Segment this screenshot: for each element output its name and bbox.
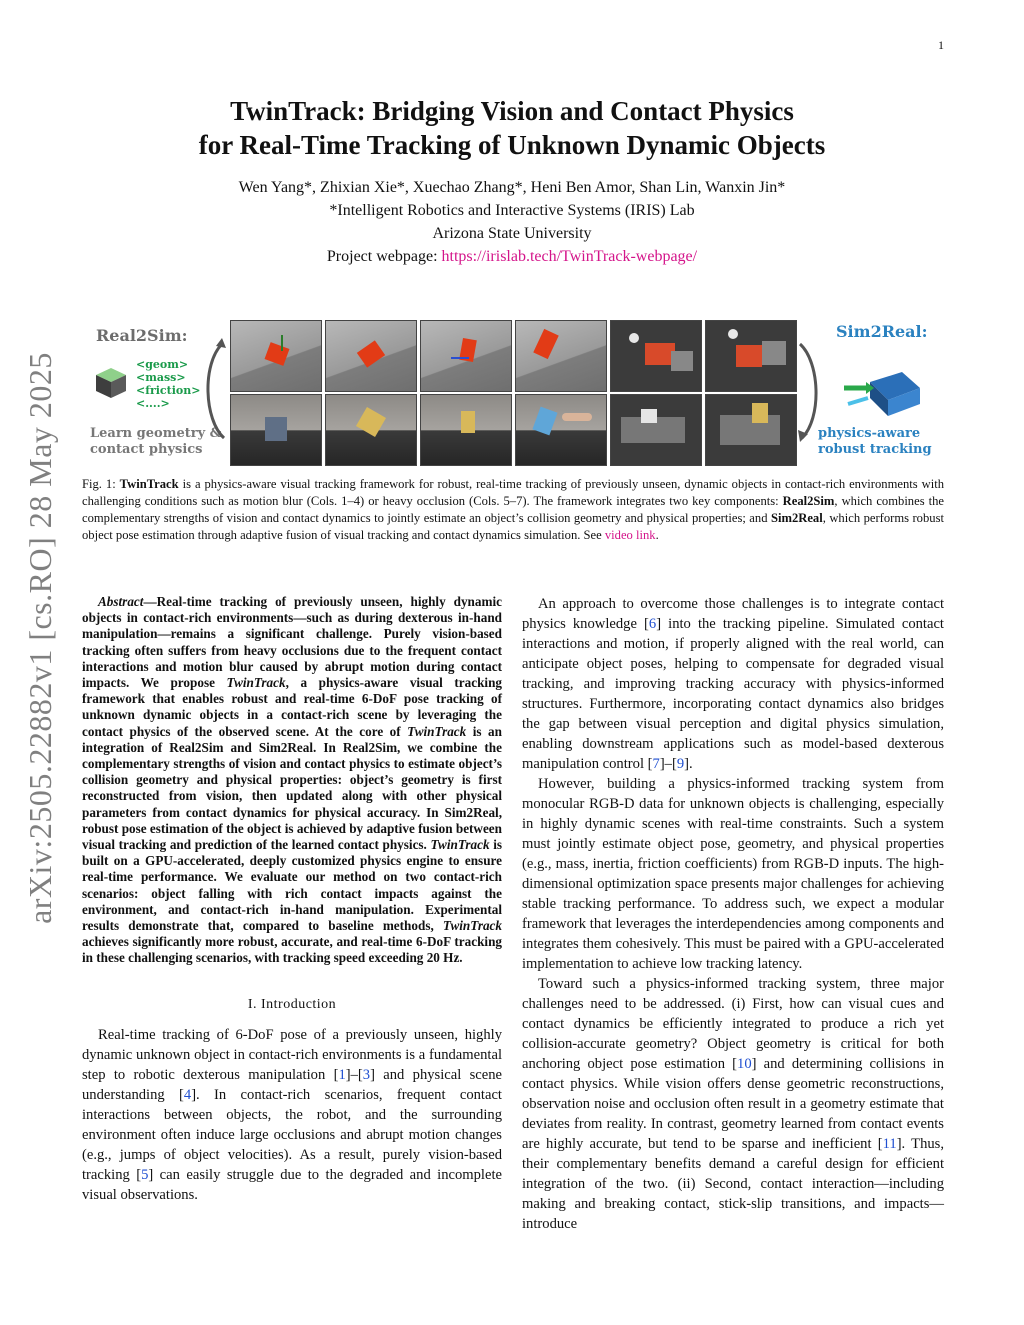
citation-11[interactable]: 11 [882, 1136, 897, 1152]
author-names: Wen Yang*, Zhixian Xie*, Xuechao Zhang*, Heni Ben Amor, Shan Lin, Wanxin Jin* [238, 179, 786, 196]
author-block [120, 176, 904, 268]
lab-affiliation: *Intelligent Robotics and Interactive Systems (IRIS) Lab [329, 202, 695, 219]
right-column [522, 594, 944, 1234]
webpage-line [120, 245, 904, 268]
figure-caption [82, 476, 944, 544]
abstract-s1: —Real-time tracking of previously unseen, highly dynamic objects in contact-rich environments—such as during dexterous in-hand manipulation—remains a significant challenge. Purely vision-based tracking often suffers from heavy occlusions due to the frequent contact interactions and motion blur caused by abrupt motion during contact impacts. We propose [82, 594, 502, 691]
right-p3b: ] and determining collisions in contact physics. While vision offers dense geometric reconstructions, observation noise and occlusion often result in a geometry estimate that deviates from reality. In contrast, geometry learned from contact events are highly accurate, but tend to be sparse and inefficient [ [522, 1056, 945, 1152]
caption-name: TwinTrack [119, 477, 179, 491]
right-p1d: ]. [684, 756, 693, 772]
learn-line-2: contact physics [90, 442, 203, 457]
title-line-1: TwinTrack: Bridging Vision and Contact Physics [230, 96, 794, 126]
citation-6[interactable]: 6 [648, 616, 657, 632]
caption-sim2real: Sim2Real [770, 511, 823, 525]
citation-9[interactable]: 9 [676, 756, 685, 772]
page-number: 1 [938, 38, 944, 52]
paper-title [120, 94, 904, 162]
citation-10[interactable]: 10 [737, 1056, 752, 1072]
abstract-i3: TwinTrack [430, 837, 490, 853]
citation-3[interactable]: 3 [362, 1066, 371, 1083]
caption-text-3: , which performs robust object pose estimation through adaptive fusion of visual tracking and contact dynamics simulation. See [82, 511, 944, 542]
citation-7[interactable]: 7 [652, 756, 660, 772]
tag-friction: <friction> [136, 384, 201, 397]
right-p1b: ] into the tracking pipeline. Simulated contact interactions and motion, if properly aligned with the real world, can anticipate object poses, helping to compensate for degraded visual tracking, and improving tracking accuracy with physics-informed structures. Furthermore, incorporating contact dynamics also bridges the gap between visual perception and digital physics simulation, enabling downstream applications such as model-based dexterous manipulation control [ [522, 616, 944, 772]
right-p3a: Toward such a physics-informed tracking system, three major challenges need to be addressed. (i) First, how can visual cues and contact dynamics be efficiently integrated to produce a rich yet collision-accurate geometry? Object geometry is critical for both anchoring object pose estimation [ [522, 976, 944, 1072]
tag-more: <....> [136, 397, 170, 410]
intro-p1e: ] can easily struggle due to the degraded and incomplete visual observations. [82, 1166, 502, 1203]
abstract-s5: achieves significantly more robust, accurate, and real-time 6-DoF tracking in these challenging scenarios, with tracking speed exceeding 20 Hz. [82, 934, 502, 966]
learn-line-1: Learn geometry & [90, 426, 222, 441]
right-paragraph-1 [522, 594, 944, 774]
caption-text-1: is a physics-aware visual tracking framework for robust, real-time tracking of previously unseen, dynamic objects in contact-rich environments with challenging conditions such as motion blur (Cols. 1–4) or heavy occlusion (Cols. 5–7). The framework integrates two key components: [82, 477, 944, 508]
abstract [82, 594, 502, 967]
right-p3c: ]. Thus, their complementary benefits demand a careful design for efficient integration of the two. (ii) Second, contact interaction—including making and breaking contact, stick-slip transitions, and impacts—introduce [522, 1136, 944, 1232]
robust-tracking-label [818, 426, 932, 458]
intro-p1c: ] and physical scene understanding [ [82, 1066, 503, 1103]
figure-1 [84, 314, 944, 464]
real-frame-1 [230, 394, 322, 466]
real-frame-3 [420, 394, 512, 466]
intro-paragraph-1 [82, 1025, 502, 1205]
intro-p1d: ]. In contact-rich scenarios, frequent contact interactions between objects, the robot, and the surrounding environment often induce large occlusions and abrupt motion changes (e.g., jumps of object velocities). As a result, purely vision-based tracking [ [82, 1086, 502, 1183]
real-robot-frame-1 [610, 394, 702, 466]
citation-1[interactable]: 1 [338, 1066, 346, 1083]
abstract-s2: , a physics-aware visual tracking framework that enables robust and real-time 6-DoF pose tracking of unknown dynamic objects in a contact-rich scene by leveraging the contact physics of the observed scene. At the core of [82, 675, 502, 739]
citation-4[interactable]: 4 [183, 1086, 192, 1103]
sim-frame-1 [230, 320, 322, 392]
citation-5[interactable]: 5 [141, 1166, 149, 1183]
abstract-i1: TwinTrack [226, 675, 286, 691]
abstract-i4: TwinTrack [442, 918, 502, 934]
university: Arizona State University [432, 225, 592, 242]
webpage-link[interactable]: https://irislab.tech/TwinTrack-webpage/ [441, 248, 698, 265]
intro-p1a: Real-time tracking of 6-DoF pose of a previously unseen, highly dynamic unknown object in contact-rich environments is a fundamental step to robotic dexterous manipulation [ [82, 1026, 502, 1083]
title-line-2: for Real-Time Tracking of Unknown Dynamic Objects [198, 130, 826, 160]
sim-robot-frame-1 [610, 320, 702, 392]
sim2real-title: Sim2Real: [836, 322, 928, 341]
intro-p1b: ]–[ [345, 1066, 363, 1083]
sim-robot-frame-2 [705, 320, 797, 392]
caption-text-2: , which combines the complementary strengths of vision and contact dynamics to jointly estimate an object’s collision geometry and physical properties; and [82, 494, 944, 525]
sim-frame-3 [420, 320, 512, 392]
arxiv-stamp: arXiv:2505.22882v1 [cs.RO] 28 May 2025 [22, 352, 58, 924]
cube-icon [94, 366, 128, 400]
real-frame-2 [325, 394, 417, 466]
caption-text-4: . [655, 528, 659, 542]
abstract-lead: Abstract [98, 594, 144, 609]
cycle-arrow-left-icon [198, 334, 228, 444]
sim-frame-2 [325, 320, 417, 392]
tag-mass: <mass> [136, 371, 186, 384]
caption-real2sim: Real2Sim [782, 494, 835, 508]
sim-frame-4 [515, 320, 607, 392]
video-link[interactable]: video link [604, 528, 656, 542]
caption-label: Fig. 1: [82, 477, 120, 491]
right-paragraph-2: However, building a physics-informed tracking system from monocular RGB-D data for unknown objects is challenging, especially in highly dynamic scenes with real-time constraints. Such a system must jointly estimate object pose, geometry, and physical properties (e.g., mass, inertia, friction coefficients) from RGB-D inputs. The high-dimensional optimization space presents major challenges for achieving stable tracking performance. To address such, we expect a modular framework that leverages the interdependencies among components and integrates them cohesively. This must be paired with a GPU-accelerated implementation to achieve low tracking latency. [522, 776, 944, 972]
right-paragraph-3 [522, 974, 944, 1234]
param-tags [136, 358, 200, 410]
section-heading-introduction: I. Introduction [247, 996, 337, 1012]
real2sim-title: Real2Sim: [96, 326, 188, 345]
robust-line-1: physics-aware [818, 426, 921, 441]
webpage-label: Project webpage: [326, 248, 442, 265]
robust-line-2: robust tracking [818, 442, 932, 457]
right-p1a: An approach to overcome those challenges is to integrate contact physics knowledge [ [522, 596, 944, 632]
right-p1c: ]–[ [659, 756, 677, 772]
abstract-s3: is an integration of Real2Sim and Sim2Real. In Real2Sim, we combine the complementary strengths of vision and contact physics to estimate object’s collision geometry and physical properties: object’s geometry is first reconstructed from vision, then updated along with other physical parameters from contact dynamics for physical accuracy. In Sim2Real, robust pose estimation of the object is achieved by adaptive fusion between visual tracking and prediction of the learned contact physics. [82, 723, 502, 853]
tag-geom: <geom> [136, 358, 189, 371]
abstract-s4: is built on a GPU-accelerated, deeply customized physics engine to ensure real-time performance. We evaluate our method on two contact-rich scenarios: object falling with rich contact impacts against the environment, and contact-rich in-hand manipulation. Experimental results demonstrate that, compared to baseline methods, [82, 837, 503, 934]
real-robot-frame-2 [705, 394, 797, 466]
left-column [82, 594, 502, 1205]
robust-tracking-icon [840, 358, 926, 418]
abstract-i2: TwinTrack [407, 723, 467, 739]
real-frame-4 [515, 394, 607, 466]
